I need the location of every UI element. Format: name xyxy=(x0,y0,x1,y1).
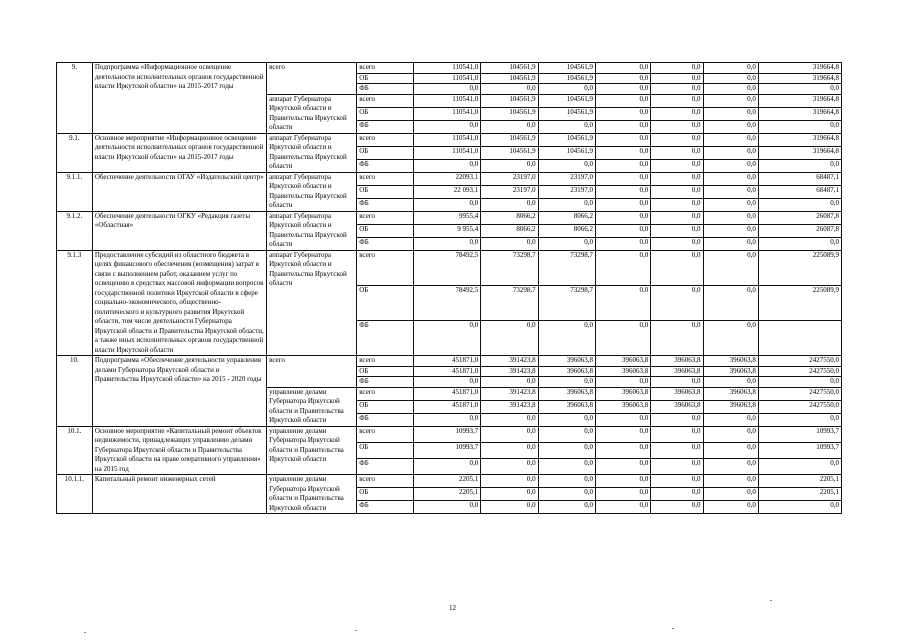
year-value: 0,0 xyxy=(538,501,595,514)
year-value: 0,0 xyxy=(651,211,703,224)
year-value: 0,0 xyxy=(651,250,703,285)
total-value: 319664,8 xyxy=(758,146,841,159)
funding-source: ОБ xyxy=(357,107,413,120)
year-value: 0,0 xyxy=(651,63,703,74)
year-value: 396063,8 xyxy=(595,366,650,377)
funding-source: всего xyxy=(357,172,413,185)
year-value: 104561,9 xyxy=(538,107,595,120)
total-value: 0,0 xyxy=(758,198,841,211)
table-row xyxy=(57,250,842,285)
year-value: 0,0 xyxy=(413,159,481,172)
year-value: 391423,8 xyxy=(481,387,538,400)
year-value: 110541,0 xyxy=(413,63,481,74)
year-value: 0,0 xyxy=(413,501,481,514)
year-value: 0,0 xyxy=(651,159,703,172)
funding-source: ОБ xyxy=(357,224,413,237)
year-value: 0,0 xyxy=(703,377,758,388)
year-value: 0,0 xyxy=(703,133,758,146)
total-value: 0,0 xyxy=(758,413,841,426)
funding-source: всего xyxy=(357,387,413,400)
year-value: 0,0 xyxy=(481,84,538,95)
total-value: 319664,8 xyxy=(758,133,841,146)
year-value: 0,0 xyxy=(538,442,595,458)
year-value: 0,0 xyxy=(595,84,650,95)
row-number: 9.1. xyxy=(57,133,93,172)
year-value: 78492,5 xyxy=(413,250,481,285)
year-value: 0,0 xyxy=(481,442,538,458)
page-number: 12 xyxy=(449,604,456,612)
year-value: 0,0 xyxy=(651,458,703,474)
total-value: 0,0 xyxy=(758,159,841,172)
total-value: 319664,8 xyxy=(758,107,841,120)
year-value: 0,0 xyxy=(413,84,481,95)
year-value: 0,0 xyxy=(703,146,758,159)
year-value: 0,0 xyxy=(703,488,758,501)
total-value: 319664,8 xyxy=(758,94,841,107)
year-value: 0,0 xyxy=(703,211,758,224)
year-value: 110541,0 xyxy=(413,94,481,107)
funding-source: ОБ xyxy=(357,146,413,159)
year-value: 104561,9 xyxy=(481,63,538,74)
year-value: 0,0 xyxy=(651,320,703,355)
total-value: 0,0 xyxy=(758,458,841,474)
table-row xyxy=(57,172,842,185)
year-value: 396063,8 xyxy=(538,387,595,400)
year-value: 396063,8 xyxy=(651,387,703,400)
row-number: 9.1.3 xyxy=(57,250,93,356)
total-value: 0,0 xyxy=(758,120,841,133)
year-value: 391423,8 xyxy=(481,366,538,377)
year-value: 9955,4 xyxy=(413,211,481,224)
year-value: 0,0 xyxy=(595,73,650,84)
year-value: 0,0 xyxy=(703,285,758,320)
executor: всего xyxy=(267,63,357,95)
total-value: 10993,7 xyxy=(758,442,841,458)
year-value: 0,0 xyxy=(595,250,650,285)
year-value: 104561,9 xyxy=(538,133,595,146)
year-value: 73298,7 xyxy=(481,285,538,320)
table-row xyxy=(57,426,842,442)
row-number: 10.1.1. xyxy=(57,475,93,514)
row-number: 9.1.2. xyxy=(57,211,93,250)
program-name: Обеспечение деятельности ОГАУ «Издательский центр» xyxy=(92,172,266,211)
total-value: 68487,1 xyxy=(758,172,841,185)
year-value: 0,0 xyxy=(703,320,758,355)
year-value: 0,0 xyxy=(413,377,481,388)
year-value: 0,0 xyxy=(703,120,758,133)
executor: всего xyxy=(267,356,357,388)
program-name: Капитальный ремонт инженерных сетей xyxy=(92,475,266,514)
year-value: 0,0 xyxy=(595,159,650,172)
funding-source: всего xyxy=(357,250,413,285)
year-value: 0,0 xyxy=(481,198,538,211)
year-value: 396063,8 xyxy=(651,400,703,413)
year-value: 0,0 xyxy=(481,501,538,514)
year-value: 0,0 xyxy=(538,198,595,211)
program-name: Подпрограмма «Информационное освещение деятельности исполнительных органов государственной власти Иркутской области» на 2015-2017 годы xyxy=(92,63,266,134)
year-value: 0,0 xyxy=(651,413,703,426)
executor: управление делами Губернатора Иркутской области и Правительства Иркутской области xyxy=(267,387,357,426)
year-value: 0,0 xyxy=(651,146,703,159)
year-value: 0,0 xyxy=(413,120,481,133)
funding-source: всего xyxy=(357,94,413,107)
year-value: 0,0 xyxy=(651,377,703,388)
year-value: 110541,0 xyxy=(413,146,481,159)
scan-speck xyxy=(355,630,357,631)
year-value: 10993,7 xyxy=(413,442,481,458)
year-value: 0,0 xyxy=(651,120,703,133)
year-value: 0,0 xyxy=(651,224,703,237)
program-name: Основное мероприятие «Информационное освещение деятельности исполнительных органов государственной власти Иркутской области» на 2015-2017 годы xyxy=(92,133,266,172)
year-value: 396063,8 xyxy=(595,400,650,413)
program-name: Подпрограмма «Обеспечение деятельности управления делами Губернатора Иркутской области и Правительства Иркутской области» на 2015 - 2020 годы xyxy=(92,356,266,427)
total-value: 225089,9 xyxy=(758,285,841,320)
year-value: 0,0 xyxy=(703,73,758,84)
year-value: 0,0 xyxy=(651,285,703,320)
year-value: 104561,9 xyxy=(538,146,595,159)
year-value: 73298,7 xyxy=(538,285,595,320)
year-value: 396063,8 xyxy=(538,400,595,413)
year-value: 0,0 xyxy=(595,377,650,388)
year-value: 0,0 xyxy=(595,120,650,133)
year-value: 0,0 xyxy=(481,458,538,474)
year-value: 0,0 xyxy=(538,426,595,442)
executor: аппарат Губернатора Иркутской области и Правительства Иркутской области xyxy=(267,211,357,250)
table-row xyxy=(57,63,842,74)
year-value: 0,0 xyxy=(595,172,650,185)
year-value: 0,0 xyxy=(481,488,538,501)
year-value: 0,0 xyxy=(595,94,650,107)
year-value: 0,0 xyxy=(703,63,758,74)
year-value: 0,0 xyxy=(703,94,758,107)
year-value: 0,0 xyxy=(538,458,595,474)
total-value: 68487,1 xyxy=(758,185,841,198)
scan-speck xyxy=(84,632,86,633)
year-value: 73298,7 xyxy=(481,250,538,285)
year-value: 0,0 xyxy=(481,320,538,355)
year-value: 0,0 xyxy=(703,475,758,488)
row-number: 9. xyxy=(57,63,93,134)
funding-source: ФБ xyxy=(357,198,413,211)
funding-source: ФБ xyxy=(357,377,413,388)
year-value: 0,0 xyxy=(651,475,703,488)
year-value: 396063,8 xyxy=(538,366,595,377)
total-value: 0,0 xyxy=(758,237,841,250)
year-value: 0,0 xyxy=(538,84,595,95)
total-value: 0,0 xyxy=(758,501,841,514)
year-value: 0,0 xyxy=(538,377,595,388)
year-value: 22093,1 xyxy=(413,172,481,185)
year-value: 2205,1 xyxy=(413,488,481,501)
row-number: 10.1. xyxy=(57,426,93,475)
year-value: 110541,0 xyxy=(413,107,481,120)
year-value: 0,0 xyxy=(703,159,758,172)
year-value: 0,0 xyxy=(595,63,650,74)
year-value: 8066,2 xyxy=(538,224,595,237)
year-value: 0,0 xyxy=(595,488,650,501)
year-value: 396063,8 xyxy=(703,400,758,413)
total-value: 26087,8 xyxy=(758,211,841,224)
year-value: 104561,9 xyxy=(481,94,538,107)
year-value: 8066,2 xyxy=(481,211,538,224)
year-value: 396063,8 xyxy=(651,356,703,367)
table-row xyxy=(57,211,842,224)
year-value: 0,0 xyxy=(595,426,650,442)
table-row xyxy=(57,356,842,367)
year-value: 451871,0 xyxy=(413,400,481,413)
funding-source: ОБ xyxy=(357,366,413,377)
year-value: 0,0 xyxy=(595,413,650,426)
year-value: 396063,8 xyxy=(703,356,758,367)
year-value: 0,0 xyxy=(651,172,703,185)
year-value: 0,0 xyxy=(595,475,650,488)
funding-source: ОБ xyxy=(357,442,413,458)
total-value: 319664,8 xyxy=(758,73,841,84)
funding-source: ФБ xyxy=(357,413,413,426)
year-value: 23197,0 xyxy=(481,185,538,198)
year-value: 0,0 xyxy=(703,458,758,474)
year-value: 0,0 xyxy=(413,237,481,250)
total-value: 2427550,0 xyxy=(758,366,841,377)
year-value: 0,0 xyxy=(703,198,758,211)
year-value: 0,0 xyxy=(703,185,758,198)
year-value: 0,0 xyxy=(538,413,595,426)
year-value: 0,0 xyxy=(651,185,703,198)
year-value: 0,0 xyxy=(651,488,703,501)
year-value: 0,0 xyxy=(481,426,538,442)
year-value: 0,0 xyxy=(651,84,703,95)
executor: аппарат Губернатора Иркутской области и Правительства Иркутской области xyxy=(267,172,357,211)
year-value: 0,0 xyxy=(651,107,703,120)
funding-source: всего xyxy=(357,211,413,224)
year-value: 0,0 xyxy=(595,224,650,237)
executor: аппарат Губернатора Иркутской области и Правительства Иркутской области xyxy=(267,133,357,172)
total-value: 26087,8 xyxy=(758,224,841,237)
year-value: 0,0 xyxy=(481,377,538,388)
table-row xyxy=(57,133,842,146)
year-value: 0,0 xyxy=(595,442,650,458)
funding-source: ФБ xyxy=(357,84,413,95)
funding-source: ФБ xyxy=(357,458,413,474)
executor: аппарат Губернатора Иркутской области и Правительства Иркутской области xyxy=(267,250,357,356)
funding-source: ФБ xyxy=(357,159,413,172)
funding-source: всего xyxy=(357,63,413,74)
year-value: 0,0 xyxy=(703,442,758,458)
row-number: 10. xyxy=(57,356,93,427)
year-value: 0,0 xyxy=(538,488,595,501)
year-value: 8066,2 xyxy=(538,211,595,224)
program-name: Обеспечение деятельности ОГКУ «Редакция газеты «Областная» xyxy=(92,211,266,250)
total-value: 2427550,0 xyxy=(758,387,841,400)
year-value: 396063,8 xyxy=(595,356,650,367)
year-value: 0,0 xyxy=(595,185,650,198)
year-value: 104561,9 xyxy=(538,94,595,107)
total-value: 225089,9 xyxy=(758,250,841,285)
year-value: 0,0 xyxy=(413,458,481,474)
executor: управление делами Губернатора Иркутской области и Правительства Иркутской области xyxy=(267,475,357,514)
year-value: 396063,8 xyxy=(703,366,758,377)
year-value: 104561,9 xyxy=(538,73,595,84)
program-name: Основное мероприятие «Капитальный ремонт объектов недвижимости, принадлежащих управлению делами Губернатора Иркутской области и Правительства Иркутской области на праве оперативного управления» на 2015 год xyxy=(92,426,266,475)
total-value: 0,0 xyxy=(758,377,841,388)
year-value: 0,0 xyxy=(651,426,703,442)
year-value: 0,0 xyxy=(703,107,758,120)
year-value: 396063,8 xyxy=(651,366,703,377)
year-value: 396063,8 xyxy=(538,356,595,367)
year-value: 73298,7 xyxy=(538,250,595,285)
year-value: 0,0 xyxy=(703,426,758,442)
year-value: 396063,8 xyxy=(703,387,758,400)
year-value: 104561,9 xyxy=(538,63,595,74)
year-value: 0,0 xyxy=(651,237,703,250)
year-value: 10993,7 xyxy=(413,426,481,442)
year-value: 451871,0 xyxy=(413,366,481,377)
year-value: 0,0 xyxy=(538,120,595,133)
total-value xyxy=(758,320,841,355)
scan-speck xyxy=(770,600,772,601)
funding-source: ФБ xyxy=(357,320,413,355)
year-value: 0,0 xyxy=(651,198,703,211)
year-value: 0,0 xyxy=(481,413,538,426)
total-value: 2427550,0 xyxy=(758,356,841,367)
year-value: 78492,5 xyxy=(413,285,481,320)
year-value: 391423,8 xyxy=(481,400,538,413)
year-value: 451871,0 xyxy=(413,387,481,400)
executor: управление делами Губернатора Иркутской области и Правительства Иркутской области xyxy=(267,426,357,475)
funding-source: ОБ xyxy=(357,185,413,198)
year-value: 110541,0 xyxy=(413,133,481,146)
program-name: Предоставление субсидий из областного бюджета в целях финансового обеспечения (возмещения) затрат в связи с выполнением работ, оказанием услуг по освещению в средствах массовой информации вопросов государственной политики Иркутской области в сфере социально-экономического, общественно-политического и культурного развития Иркутской области, том числе деятельности Губернатора Иркутской области и Правительства Иркутской области, а также иных исполнительных органов государственной власти Иркутской области xyxy=(92,250,266,356)
year-value: 0,0 xyxy=(481,159,538,172)
year-value: 0,0 xyxy=(595,133,650,146)
total-value: 10993,7 xyxy=(758,426,841,442)
year-value: 23197,0 xyxy=(538,185,595,198)
funding-source: ФБ xyxy=(357,120,413,133)
year-value: 0,0 xyxy=(595,458,650,474)
year-value: 2205,1 xyxy=(413,475,481,488)
year-value: 0,0 xyxy=(651,133,703,146)
row-number: 9.1.1. xyxy=(57,172,93,211)
year-value: 0,0 xyxy=(481,475,538,488)
year-value: 0,0 xyxy=(651,442,703,458)
funding-source: всего xyxy=(357,133,413,146)
year-value: 0,0 xyxy=(703,501,758,514)
year-value: 8066,2 xyxy=(481,224,538,237)
year-value: 0,0 xyxy=(703,250,758,285)
year-value: 0,0 xyxy=(703,237,758,250)
year-value: 0,0 xyxy=(538,237,595,250)
year-value: 0,0 xyxy=(538,475,595,488)
total-value: 0,0 xyxy=(758,84,841,95)
funding-source: всего xyxy=(357,426,413,442)
year-value: 104561,9 xyxy=(481,107,538,120)
year-value: 0,0 xyxy=(703,224,758,237)
table-row xyxy=(57,475,842,488)
year-value: 0,0 xyxy=(703,413,758,426)
budget-table xyxy=(56,62,842,514)
year-value: 0,0 xyxy=(595,320,650,355)
total-value: 2205,1 xyxy=(758,475,841,488)
funding-source: ОБ xyxy=(357,73,413,84)
year-value: 0,0 xyxy=(413,320,481,355)
year-value: 104561,9 xyxy=(481,133,538,146)
year-value: 0,0 xyxy=(595,501,650,514)
year-value: 23197,0 xyxy=(481,172,538,185)
year-value: 9 955,4 xyxy=(413,224,481,237)
total-value: 2427550,0 xyxy=(758,400,841,413)
year-value: 23197,0 xyxy=(538,172,595,185)
year-value: 0,0 xyxy=(538,320,595,355)
year-value: 451871,0 xyxy=(413,356,481,367)
funding-source: всего xyxy=(357,356,413,367)
funding-source: ФБ xyxy=(357,237,413,250)
year-value: 391423,8 xyxy=(481,356,538,367)
executor: аппарат Губернатора Иркутской области и Правительства Иркутской области xyxy=(267,94,357,133)
year-value: 0,0 xyxy=(595,107,650,120)
funding-source: ОБ xyxy=(357,285,413,320)
funding-source: всего xyxy=(357,475,413,488)
year-value: 0,0 xyxy=(481,237,538,250)
funding-source: ОБ xyxy=(357,400,413,413)
year-value: 0,0 xyxy=(703,172,758,185)
total-value: 319664,8 xyxy=(758,63,841,74)
year-value: 0,0 xyxy=(595,285,650,320)
total-value: 2205,1 xyxy=(758,488,841,501)
year-value: 0,0 xyxy=(595,146,650,159)
year-value: 0,0 xyxy=(481,120,538,133)
year-value: 104561,9 xyxy=(481,73,538,84)
year-value: 22 093,1 xyxy=(413,185,481,198)
year-value: 0,0 xyxy=(651,73,703,84)
year-value: 0,0 xyxy=(703,84,758,95)
year-value: 0,0 xyxy=(595,237,650,250)
funding-source: ФБ xyxy=(357,501,413,514)
year-value: 0,0 xyxy=(595,211,650,224)
year-value: 0,0 xyxy=(651,501,703,514)
year-value: 0,0 xyxy=(538,159,595,172)
year-value: 0,0 xyxy=(595,198,650,211)
year-value: 0,0 xyxy=(413,413,481,426)
year-value: 0,0 xyxy=(651,94,703,107)
year-value: 110541,0 xyxy=(413,73,481,84)
scan-speck xyxy=(672,628,674,629)
funding-source: ОБ xyxy=(357,488,413,501)
year-value: 104561,9 xyxy=(481,146,538,159)
year-value: 0,0 xyxy=(413,198,481,211)
year-value: 396063,8 xyxy=(595,387,650,400)
